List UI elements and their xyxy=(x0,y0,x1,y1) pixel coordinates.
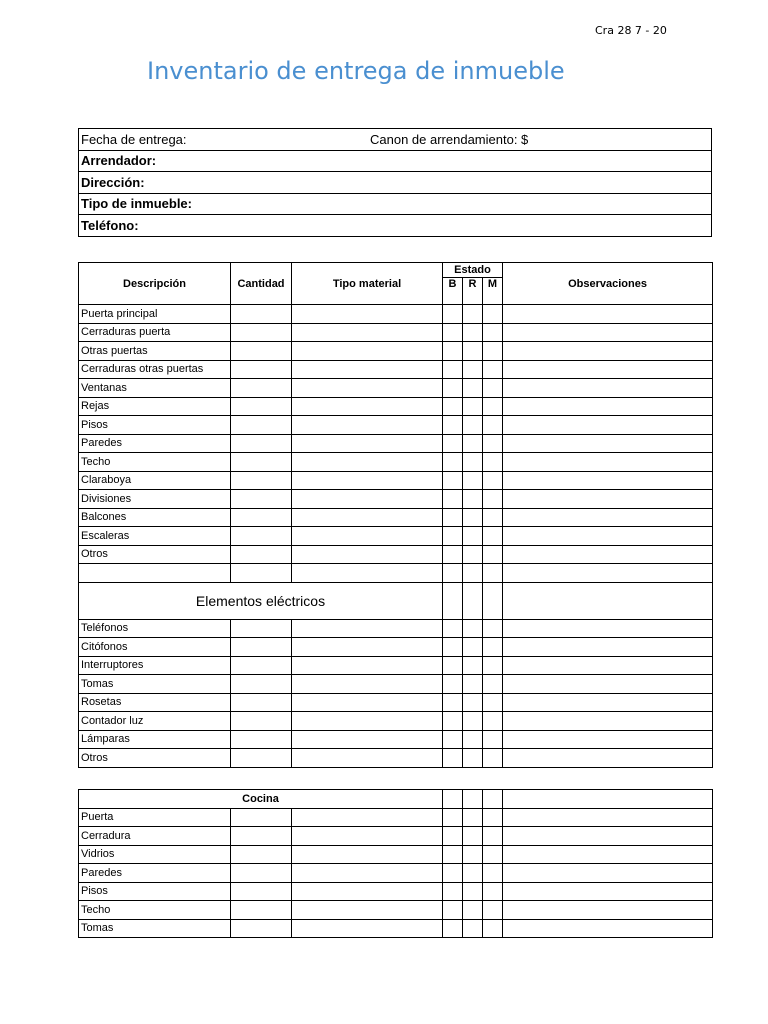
property-info-table xyxy=(78,128,712,237)
blank-cell[interactable] xyxy=(463,790,483,809)
cantidad-cell[interactable] xyxy=(231,360,292,379)
blank-cell[interactable] xyxy=(443,564,463,583)
header-reference: Cra 28 7 - 20 xyxy=(595,24,667,37)
item-description: Balcones xyxy=(79,508,231,527)
estado-m-cell[interactable] xyxy=(483,379,503,398)
cantidad-cell[interactable] xyxy=(231,379,292,398)
cantidad-cell[interactable] xyxy=(231,749,292,768)
estado-m-cell[interactable] xyxy=(483,416,503,435)
tipo-material-cell[interactable] xyxy=(292,827,443,846)
estado-r-cell[interactable] xyxy=(463,360,483,379)
canon-label: Canon de arrendamiento: $ xyxy=(370,131,529,147)
table-row xyxy=(79,342,713,361)
table-row xyxy=(79,471,713,490)
estado-b-cell[interactable] xyxy=(443,864,463,883)
cantidad-cell[interactable] xyxy=(231,675,292,694)
estado-b-cell[interactable] xyxy=(443,360,463,379)
observaciones-cell[interactable] xyxy=(503,749,713,768)
table-row xyxy=(79,323,713,342)
blank-cell[interactable] xyxy=(79,564,231,583)
estado-b-cell[interactable] xyxy=(443,471,463,490)
estado-r-cell[interactable] xyxy=(463,882,483,901)
item-description: Cerradura xyxy=(79,827,231,846)
observaciones-cell[interactable] xyxy=(503,638,713,657)
tipo-material-cell[interactable] xyxy=(292,749,443,768)
observaciones-cell[interactable] xyxy=(503,527,713,546)
arrendador-label[interactable]: Arrendador: xyxy=(79,150,712,172)
tipo-material-cell[interactable] xyxy=(292,490,443,509)
tipo-material-cell[interactable] xyxy=(292,693,443,712)
tipo-material-cell[interactable] xyxy=(292,619,443,638)
cocina-header-row xyxy=(79,790,713,809)
table-row xyxy=(79,545,713,564)
estado-r-cell[interactable] xyxy=(463,864,483,883)
blank-cell[interactable] xyxy=(503,564,713,583)
table-row xyxy=(79,901,713,920)
estado-r-cell[interactable] xyxy=(463,527,483,546)
table-row xyxy=(79,305,713,324)
cantidad-cell[interactable] xyxy=(231,827,292,846)
tipo-material-cell[interactable] xyxy=(292,919,443,938)
blank-row xyxy=(79,564,713,583)
estado-b-cell[interactable] xyxy=(443,712,463,731)
estado-r-cell[interactable] xyxy=(463,712,483,731)
blank-cell[interactable] xyxy=(463,564,483,583)
cocina-table xyxy=(78,789,713,938)
item-description: Tomas xyxy=(79,675,231,694)
tipo-material-cell[interactable] xyxy=(292,508,443,527)
estado-m-cell[interactable] xyxy=(483,397,503,416)
estado-m-cell[interactable] xyxy=(483,638,503,657)
item-description: Otras puertas xyxy=(79,342,231,361)
observaciones-cell[interactable] xyxy=(503,471,713,490)
estado-r-cell[interactable] xyxy=(463,675,483,694)
estado-r-cell[interactable] xyxy=(463,397,483,416)
observaciones-cell[interactable] xyxy=(503,675,713,694)
observaciones-cell[interactable] xyxy=(503,901,713,920)
estado-b-cell[interactable] xyxy=(443,749,463,768)
electricos-title: Elementos eléctricos xyxy=(79,582,443,619)
table-row xyxy=(79,827,713,846)
cantidad-cell[interactable] xyxy=(231,305,292,324)
table-row xyxy=(79,397,713,416)
table-row xyxy=(79,675,713,694)
estado-r-cell[interactable] xyxy=(463,323,483,342)
tipo-material-cell[interactable] xyxy=(292,845,443,864)
estado-r-cell[interactable] xyxy=(463,901,483,920)
estado-b-cell[interactable] xyxy=(443,397,463,416)
item-description: Puerta xyxy=(79,808,231,827)
cantidad-cell[interactable] xyxy=(231,712,292,731)
estado-m-cell[interactable] xyxy=(483,749,503,768)
blank-cell[interactable] xyxy=(483,582,503,619)
observaciones-cell[interactable] xyxy=(503,416,713,435)
telefono-label[interactable]: Teléfono: xyxy=(79,215,712,237)
observaciones-cell[interactable] xyxy=(503,305,713,324)
cantidad-cell[interactable] xyxy=(231,434,292,453)
item-description: Techo xyxy=(79,901,231,920)
observaciones-cell[interactable] xyxy=(503,360,713,379)
cantidad-cell[interactable] xyxy=(231,693,292,712)
item-description: Divisiones xyxy=(79,490,231,509)
estado-b-cell[interactable] xyxy=(443,379,463,398)
estado-b-cell[interactable] xyxy=(443,693,463,712)
estado-m-cell[interactable] xyxy=(483,845,503,864)
table-row xyxy=(79,434,713,453)
tipo-material-cell[interactable] xyxy=(292,882,443,901)
estado-r-cell[interactable] xyxy=(463,656,483,675)
tipo-material-cell[interactable] xyxy=(292,471,443,490)
cantidad-cell[interactable] xyxy=(231,545,292,564)
table-row xyxy=(79,712,713,731)
observaciones-cell[interactable] xyxy=(503,882,713,901)
estado-b-cell[interactable] xyxy=(443,508,463,527)
item-description: Vidrios xyxy=(79,845,231,864)
table-row xyxy=(79,490,713,509)
estado-m-cell[interactable] xyxy=(483,808,503,827)
tipo-material-cell[interactable] xyxy=(292,864,443,883)
observaciones-cell[interactable] xyxy=(503,864,713,883)
cocina-items xyxy=(79,808,713,938)
estado-b-cell[interactable] xyxy=(443,827,463,846)
observaciones-cell[interactable] xyxy=(503,730,713,749)
estado-b-cell[interactable] xyxy=(443,305,463,324)
estado-m-cell[interactable] xyxy=(483,508,503,527)
estado-m-cell[interactable] xyxy=(483,901,503,920)
estado-r-cell[interactable] xyxy=(463,305,483,324)
item-description: Interruptores xyxy=(79,656,231,675)
estado-m-cell[interactable] xyxy=(483,882,503,901)
estado-m-cell[interactable] xyxy=(483,864,503,883)
estado-r-cell[interactable] xyxy=(463,749,483,768)
observaciones-cell[interactable] xyxy=(503,397,713,416)
estado-b-cell[interactable] xyxy=(443,638,463,657)
table-row xyxy=(79,638,713,657)
item-description: Teléfonos xyxy=(79,619,231,638)
blank-cell[interactable] xyxy=(463,582,483,619)
estado-b-cell[interactable] xyxy=(443,490,463,509)
estado-m-cell[interactable] xyxy=(483,656,503,675)
table-row xyxy=(79,360,713,379)
tipo-material-cell[interactable] xyxy=(292,901,443,920)
observaciones-cell[interactable] xyxy=(503,656,713,675)
cantidad-cell[interactable] xyxy=(231,416,292,435)
estado-m-cell[interactable] xyxy=(483,712,503,731)
observaciones-cell[interactable] xyxy=(503,379,713,398)
observaciones-cell[interactable] xyxy=(503,508,713,527)
estado-m-cell[interactable] xyxy=(483,490,503,509)
tipo-material-cell[interactable] xyxy=(292,545,443,564)
table-row xyxy=(79,882,713,901)
cocina-title: Cocina xyxy=(79,790,443,809)
blank-cell[interactable] xyxy=(503,790,713,809)
cantidad-cell[interactable] xyxy=(231,453,292,472)
estado-m-cell[interactable] xyxy=(483,360,503,379)
estado-m-cell[interactable] xyxy=(483,827,503,846)
table-row xyxy=(79,808,713,827)
item-description: Cerraduras otras puertas xyxy=(79,360,231,379)
table-row xyxy=(79,919,713,938)
observaciones-cell[interactable] xyxy=(503,434,713,453)
cantidad-cell[interactable] xyxy=(231,845,292,864)
table-row xyxy=(79,845,713,864)
tipo-material-cell[interactable] xyxy=(292,527,443,546)
estado-m-cell[interactable] xyxy=(483,323,503,342)
estado-m-cell[interactable] xyxy=(483,619,503,638)
estado-m-cell[interactable] xyxy=(483,919,503,938)
blank-cell[interactable] xyxy=(483,790,503,809)
estado-m-cell[interactable] xyxy=(483,675,503,694)
tipo-inmueble-label[interactable]: Tipo de inmueble: xyxy=(79,193,712,215)
tipo-material-cell[interactable] xyxy=(292,342,443,361)
observaciones-cell[interactable] xyxy=(503,453,713,472)
estado-r-cell[interactable] xyxy=(463,545,483,564)
estado-b-cell[interactable] xyxy=(443,545,463,564)
blank-cell[interactable] xyxy=(292,564,443,583)
estado-m-cell[interactable] xyxy=(483,434,503,453)
tipo-material-cell[interactable] xyxy=(292,379,443,398)
estado-b-cell[interactable] xyxy=(443,882,463,901)
estado-m-cell[interactable] xyxy=(483,527,503,546)
tipo-material-cell[interactable] xyxy=(292,397,443,416)
observaciones-cell[interactable] xyxy=(503,693,713,712)
cantidad-cell[interactable] xyxy=(231,527,292,546)
estado-m-cell[interactable] xyxy=(483,342,503,361)
observaciones-cell[interactable] xyxy=(503,712,713,731)
table-row xyxy=(79,508,713,527)
estado-b-cell[interactable] xyxy=(443,919,463,938)
estado-r-cell[interactable] xyxy=(463,845,483,864)
col-cantidad: Cantidad xyxy=(231,263,292,305)
estado-m-cell[interactable] xyxy=(483,305,503,324)
item-description: Techo xyxy=(79,453,231,472)
blank-cell[interactable] xyxy=(443,582,463,619)
estado-b-cell[interactable] xyxy=(443,527,463,546)
table-row xyxy=(79,416,713,435)
col-tipo-material: Tipo material xyxy=(292,263,443,305)
observaciones-cell[interactable] xyxy=(503,845,713,864)
estado-b-cell[interactable] xyxy=(443,808,463,827)
tipo-material-cell[interactable] xyxy=(292,360,443,379)
fecha-cell[interactable] xyxy=(79,129,712,151)
item-description: Paredes xyxy=(79,434,231,453)
cantidad-cell[interactable] xyxy=(231,656,292,675)
table-row xyxy=(79,749,713,768)
item-description: Rejas xyxy=(79,397,231,416)
observaciones-cell[interactable] xyxy=(503,545,713,564)
estado-r-cell[interactable] xyxy=(463,342,483,361)
item-description: Tomas xyxy=(79,919,231,938)
cantidad-cell[interactable] xyxy=(231,864,292,883)
estado-b-cell[interactable] xyxy=(443,901,463,920)
item-description: Pisos xyxy=(79,882,231,901)
estado-b-cell[interactable] xyxy=(443,342,463,361)
inventory-table xyxy=(78,262,713,768)
estado-r-cell[interactable] xyxy=(463,619,483,638)
estado-r-cell[interactable] xyxy=(463,919,483,938)
item-description: Otros xyxy=(79,749,231,768)
estado-r-cell[interactable] xyxy=(463,508,483,527)
electricos-header-row xyxy=(79,582,713,619)
blank-cell[interactable] xyxy=(443,790,463,809)
observaciones-cell[interactable] xyxy=(503,342,713,361)
observaciones-cell[interactable] xyxy=(503,619,713,638)
estado-m-cell[interactable] xyxy=(483,471,503,490)
estado-b-cell[interactable] xyxy=(443,730,463,749)
tipo-material-cell[interactable] xyxy=(292,453,443,472)
header-row-top xyxy=(79,263,713,278)
estado-b-cell[interactable] xyxy=(443,675,463,694)
table-row xyxy=(79,453,713,472)
table-row xyxy=(79,527,713,546)
estado-b-cell[interactable] xyxy=(443,453,463,472)
col-observaciones: Observaciones xyxy=(503,263,713,305)
cantidad-cell[interactable] xyxy=(231,882,292,901)
info-row-fecha xyxy=(79,129,712,151)
tipo-material-cell[interactable] xyxy=(292,712,443,731)
tipo-material-cell[interactable] xyxy=(292,730,443,749)
col-estado: Estado xyxy=(443,263,503,278)
tipo-material-cell[interactable] xyxy=(292,656,443,675)
cantidad-cell[interactable] xyxy=(231,808,292,827)
cantidad-cell[interactable] xyxy=(231,490,292,509)
tipo-material-cell[interactable] xyxy=(292,638,443,657)
table-row xyxy=(79,656,713,675)
item-description: Puerta principal xyxy=(79,305,231,324)
page-title: Inventario de entrega de inmueble xyxy=(147,57,565,85)
item-description: Citófonos xyxy=(79,638,231,657)
tipo-material-cell[interactable] xyxy=(292,434,443,453)
cantidad-cell[interactable] xyxy=(231,342,292,361)
item-description: Contador luz xyxy=(79,712,231,731)
tipo-material-cell[interactable] xyxy=(292,305,443,324)
estado-m-cell[interactable] xyxy=(483,730,503,749)
fecha-label: Fecha de entrega: xyxy=(81,131,187,147)
item-description: Rosetas xyxy=(79,693,231,712)
observaciones-cell[interactable] xyxy=(503,323,713,342)
item-description: Lámparas xyxy=(79,730,231,749)
estado-b-cell[interactable] xyxy=(443,416,463,435)
estado-b-cell[interactable] xyxy=(443,619,463,638)
item-description: Pisos xyxy=(79,416,231,435)
estado-r-cell[interactable] xyxy=(463,730,483,749)
blank-cell[interactable] xyxy=(483,564,503,583)
estado-m-cell[interactable] xyxy=(483,693,503,712)
estado-m-cell[interactable] xyxy=(483,545,503,564)
table-row xyxy=(79,730,713,749)
col-estado-r: R xyxy=(463,278,483,305)
table-row xyxy=(79,379,713,398)
observaciones-cell[interactable] xyxy=(503,919,713,938)
estado-r-cell[interactable] xyxy=(463,471,483,490)
cantidad-cell[interactable] xyxy=(231,901,292,920)
cantidad-cell[interactable] xyxy=(231,471,292,490)
tipo-material-cell[interactable] xyxy=(292,416,443,435)
observaciones-cell[interactable] xyxy=(503,827,713,846)
estado-r-cell[interactable] xyxy=(463,693,483,712)
item-description: Paredes xyxy=(79,864,231,883)
tipo-material-cell[interactable] xyxy=(292,323,443,342)
estado-r-cell[interactable] xyxy=(463,808,483,827)
estado-r-cell[interactable] xyxy=(463,453,483,472)
col-descripcion: Descripción xyxy=(79,263,231,305)
estado-m-cell[interactable] xyxy=(483,453,503,472)
electricos-items xyxy=(79,619,713,767)
table-row xyxy=(79,864,713,883)
table-row xyxy=(79,619,713,638)
tipo-material-cell[interactable] xyxy=(292,675,443,694)
general-items xyxy=(79,305,713,564)
estado-r-cell[interactable] xyxy=(463,416,483,435)
estado-b-cell[interactable] xyxy=(443,845,463,864)
item-description: Cerraduras puerta xyxy=(79,323,231,342)
cantidad-cell[interactable] xyxy=(231,323,292,342)
estado-b-cell[interactable] xyxy=(443,656,463,675)
estado-r-cell[interactable] xyxy=(463,490,483,509)
item-description: Otros xyxy=(79,545,231,564)
blank-cell[interactable] xyxy=(503,582,713,619)
blank-cell[interactable] xyxy=(231,564,292,583)
cantidad-cell[interactable] xyxy=(231,619,292,638)
tipo-material-cell[interactable] xyxy=(292,808,443,827)
estado-r-cell[interactable] xyxy=(463,827,483,846)
cantidad-cell[interactable] xyxy=(231,638,292,657)
item-description: Ventanas xyxy=(79,379,231,398)
estado-r-cell[interactable] xyxy=(463,379,483,398)
observaciones-cell[interactable] xyxy=(503,808,713,827)
item-description: Escaleras xyxy=(79,527,231,546)
cantidad-cell[interactable] xyxy=(231,397,292,416)
cantidad-cell[interactable] xyxy=(231,730,292,749)
direccion-label[interactable]: Dirección: xyxy=(79,172,712,194)
estado-b-cell[interactable] xyxy=(443,323,463,342)
col-estado-b: B xyxy=(443,278,463,305)
cantidad-cell[interactable] xyxy=(231,508,292,527)
table-row xyxy=(79,693,713,712)
item-description: Claraboya xyxy=(79,471,231,490)
observaciones-cell[interactable] xyxy=(503,490,713,509)
estado-r-cell[interactable] xyxy=(463,434,483,453)
cantidad-cell[interactable] xyxy=(231,919,292,938)
estado-r-cell[interactable] xyxy=(463,638,483,657)
col-estado-m: M xyxy=(483,278,503,305)
estado-b-cell[interactable] xyxy=(443,434,463,453)
